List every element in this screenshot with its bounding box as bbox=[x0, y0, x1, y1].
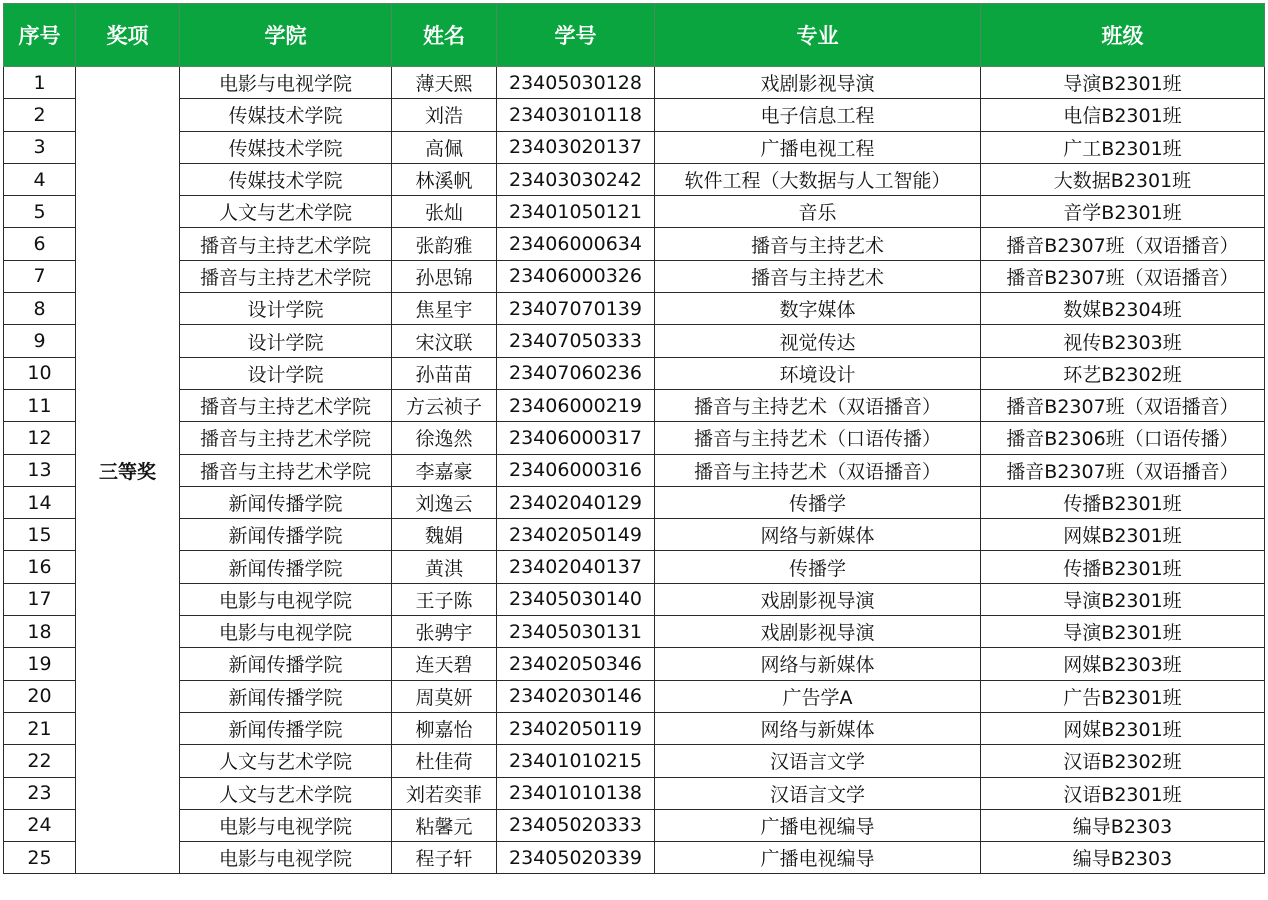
cell-name: 张灿 bbox=[392, 196, 497, 228]
table-row bbox=[4, 99, 1265, 131]
cell-name: 连天碧 bbox=[392, 648, 497, 680]
cell-class: 电信B2301班 bbox=[981, 99, 1265, 131]
cell-major: 传播学 bbox=[655, 486, 981, 518]
cell-name: 焦星宇 bbox=[392, 293, 497, 325]
cell-major: 汉语言文学 bbox=[655, 777, 981, 809]
cell-index: 25 bbox=[4, 842, 76, 874]
table-row bbox=[4, 357, 1265, 389]
cell-class: 网媒B2301班 bbox=[981, 712, 1265, 744]
cell-major: 网络与新媒体 bbox=[655, 648, 981, 680]
cell-name: 周莫妍 bbox=[392, 680, 497, 712]
cell-class: 广告B2301班 bbox=[981, 680, 1265, 712]
cell-college: 传媒技术学院 bbox=[180, 163, 392, 195]
cell-index: 6 bbox=[4, 228, 76, 260]
cell-student-id: 23402030146 bbox=[497, 680, 655, 712]
table-row bbox=[4, 67, 1265, 99]
cell-class: 网媒B2301班 bbox=[981, 519, 1265, 551]
cell-student-id: 23402050346 bbox=[497, 648, 655, 680]
cell-class: 网媒B2303班 bbox=[981, 648, 1265, 680]
table-row bbox=[4, 131, 1265, 163]
header-row bbox=[4, 4, 1265, 67]
cell-name: 高佩 bbox=[392, 131, 497, 163]
table-row bbox=[4, 648, 1265, 680]
cell-college: 设计学院 bbox=[180, 325, 392, 357]
cell-name: 方云祯子 bbox=[392, 389, 497, 421]
cell-college: 设计学院 bbox=[180, 293, 392, 325]
cell-student-id: 23406000316 bbox=[497, 454, 655, 486]
cell-major: 网络与新媒体 bbox=[655, 519, 981, 551]
cell-name: 王子陈 bbox=[392, 583, 497, 615]
cell-student-id: 23406000634 bbox=[497, 228, 655, 260]
table-body bbox=[4, 67, 1265, 874]
cell-student-id: 23402050119 bbox=[497, 712, 655, 744]
cell-college: 播音与主持艺术学院 bbox=[180, 422, 392, 454]
cell-major: 播音与主持艺术（口语传播） bbox=[655, 422, 981, 454]
cell-college: 新闻传播学院 bbox=[180, 680, 392, 712]
cell-class: 编导B2303 bbox=[981, 809, 1265, 841]
cell-index: 11 bbox=[4, 389, 76, 421]
cell-major: 播音与主持艺术 bbox=[655, 260, 981, 292]
cell-name: 柳嘉怡 bbox=[392, 712, 497, 744]
cell-student-id: 23403020137 bbox=[497, 131, 655, 163]
cell-name: 粘馨元 bbox=[392, 809, 497, 841]
table-row bbox=[4, 583, 1265, 615]
cell-name: 李嘉豪 bbox=[392, 454, 497, 486]
cell-major: 音乐 bbox=[655, 196, 981, 228]
cell-name: 张骋宇 bbox=[392, 616, 497, 648]
cell-student-id: 23401010138 bbox=[497, 777, 655, 809]
cell-index: 4 bbox=[4, 163, 76, 195]
cell-name: 刘浩 bbox=[392, 99, 497, 131]
cell-college: 新闻传播学院 bbox=[180, 712, 392, 744]
cell-class: 播音B2306班（口语传播） bbox=[981, 422, 1265, 454]
cell-college: 电影与电视学院 bbox=[180, 842, 392, 874]
cell-name: 程子轩 bbox=[392, 842, 497, 874]
cell-class: 播音B2307班（双语播音） bbox=[981, 454, 1265, 486]
cell-college: 设计学院 bbox=[180, 357, 392, 389]
table-row bbox=[4, 809, 1265, 841]
cell-student-id: 23405020339 bbox=[497, 842, 655, 874]
cell-college: 人文与艺术学院 bbox=[180, 745, 392, 777]
cell-college: 新闻传播学院 bbox=[180, 551, 392, 583]
cell-major: 数字媒体 bbox=[655, 293, 981, 325]
cell-college: 电影与电视学院 bbox=[180, 616, 392, 648]
cell-name: 张韵雅 bbox=[392, 228, 497, 260]
cell-index: 2 bbox=[4, 99, 76, 131]
cell-college: 播音与主持艺术学院 bbox=[180, 228, 392, 260]
cell-index: 17 bbox=[4, 583, 76, 615]
table-row bbox=[4, 680, 1265, 712]
cell-class: 广工B2301班 bbox=[981, 131, 1265, 163]
cell-name: 林溪帆 bbox=[392, 163, 497, 195]
header-student-id: 学号 bbox=[497, 4, 655, 67]
cell-name: 孙思锦 bbox=[392, 260, 497, 292]
cell-major: 环境设计 bbox=[655, 357, 981, 389]
cell-major: 播音与主持艺术（双语播音） bbox=[655, 454, 981, 486]
cell-student-id: 23401010215 bbox=[497, 745, 655, 777]
cell-major: 网络与新媒体 bbox=[655, 712, 981, 744]
cell-class: 播音B2307班（双语播音） bbox=[981, 260, 1265, 292]
cell-student-id: 23402040137 bbox=[497, 551, 655, 583]
table-row bbox=[4, 422, 1265, 454]
header-name: 姓名 bbox=[392, 4, 497, 67]
table-row bbox=[4, 551, 1265, 583]
table-row bbox=[4, 486, 1265, 518]
cell-index: 22 bbox=[4, 745, 76, 777]
cell-name: 刘若奕菲 bbox=[392, 777, 497, 809]
cell-index: 19 bbox=[4, 648, 76, 680]
cell-student-id: 23407060236 bbox=[497, 357, 655, 389]
cell-name: 宋汶联 bbox=[392, 325, 497, 357]
cell-college: 电影与电视学院 bbox=[180, 809, 392, 841]
cell-name: 杜佳荷 bbox=[392, 745, 497, 777]
header-major: 专业 bbox=[655, 4, 981, 67]
cell-index: 7 bbox=[4, 260, 76, 292]
cell-class: 汉语B2301班 bbox=[981, 777, 1265, 809]
table-row bbox=[4, 293, 1265, 325]
table-row bbox=[4, 616, 1265, 648]
award-table bbox=[3, 3, 1265, 874]
cell-class: 导演B2301班 bbox=[981, 67, 1265, 99]
cell-student-id: 23403030242 bbox=[497, 163, 655, 195]
cell-college: 播音与主持艺术学院 bbox=[180, 260, 392, 292]
cell-major: 视觉传达 bbox=[655, 325, 981, 357]
cell-college: 新闻传播学院 bbox=[180, 648, 392, 680]
cell-class: 传播B2301班 bbox=[981, 551, 1265, 583]
cell-student-id: 23401050121 bbox=[497, 196, 655, 228]
table-row bbox=[4, 745, 1265, 777]
cell-index: 12 bbox=[4, 422, 76, 454]
cell-college: 电影与电视学院 bbox=[180, 67, 392, 99]
cell-college: 新闻传播学院 bbox=[180, 486, 392, 518]
cell-student-id: 23407050333 bbox=[497, 325, 655, 357]
cell-index: 23 bbox=[4, 777, 76, 809]
cell-award: 三等奖 bbox=[76, 67, 180, 874]
cell-major: 广播电视工程 bbox=[655, 131, 981, 163]
cell-index: 14 bbox=[4, 486, 76, 518]
cell-index: 21 bbox=[4, 712, 76, 744]
cell-name: 孙苗苗 bbox=[392, 357, 497, 389]
cell-student-id: 23407070139 bbox=[497, 293, 655, 325]
table-row bbox=[4, 389, 1265, 421]
cell-class: 导演B2301班 bbox=[981, 583, 1265, 615]
cell-class: 播音B2307班（双语播音） bbox=[981, 228, 1265, 260]
cell-class: 汉语B2302班 bbox=[981, 745, 1265, 777]
table-row bbox=[4, 228, 1265, 260]
cell-index: 18 bbox=[4, 616, 76, 648]
cell-name: 薄天熙 bbox=[392, 67, 497, 99]
cell-class: 音学B2301班 bbox=[981, 196, 1265, 228]
cell-name: 黄淇 bbox=[392, 551, 497, 583]
header-award: 奖项 bbox=[76, 4, 180, 67]
cell-index: 5 bbox=[4, 196, 76, 228]
cell-major: 播音与主持艺术（双语播音） bbox=[655, 389, 981, 421]
cell-college: 新闻传播学院 bbox=[180, 519, 392, 551]
cell-student-id: 23406000219 bbox=[497, 389, 655, 421]
cell-college: 播音与主持艺术学院 bbox=[180, 454, 392, 486]
cell-index: 13 bbox=[4, 454, 76, 486]
cell-college: 电影与电视学院 bbox=[180, 583, 392, 615]
table-row bbox=[4, 163, 1265, 195]
cell-student-id: 23405030128 bbox=[497, 67, 655, 99]
table-row bbox=[4, 260, 1265, 292]
cell-student-id: 23405020333 bbox=[497, 809, 655, 841]
cell-student-id: 23403010118 bbox=[497, 99, 655, 131]
cell-index: 9 bbox=[4, 325, 76, 357]
cell-student-id: 23402050149 bbox=[497, 519, 655, 551]
cell-index: 16 bbox=[4, 551, 76, 583]
cell-class: 数媒B2304班 bbox=[981, 293, 1265, 325]
cell-major: 戏剧影视导演 bbox=[655, 616, 981, 648]
cell-major: 戏剧影视导演 bbox=[655, 583, 981, 615]
cell-class: 大数据B2301班 bbox=[981, 163, 1265, 195]
cell-index: 15 bbox=[4, 519, 76, 551]
cell-college: 人文与艺术学院 bbox=[180, 196, 392, 228]
cell-index: 3 bbox=[4, 131, 76, 163]
table-row bbox=[4, 196, 1265, 228]
cell-index: 20 bbox=[4, 680, 76, 712]
cell-student-id: 23405030140 bbox=[497, 583, 655, 615]
cell-major: 传播学 bbox=[655, 551, 981, 583]
cell-index: 10 bbox=[4, 357, 76, 389]
cell-student-id: 23402040129 bbox=[497, 486, 655, 518]
cell-student-id: 23406000317 bbox=[497, 422, 655, 454]
cell-student-id: 23405030131 bbox=[497, 616, 655, 648]
cell-major: 戏剧影视导演 bbox=[655, 67, 981, 99]
cell-major: 广告学A bbox=[655, 680, 981, 712]
table-row bbox=[4, 712, 1265, 744]
table-row bbox=[4, 777, 1265, 809]
cell-class: 导演B2301班 bbox=[981, 616, 1265, 648]
cell-index: 8 bbox=[4, 293, 76, 325]
cell-class: 编导B2303 bbox=[981, 842, 1265, 874]
cell-index: 1 bbox=[4, 67, 76, 99]
table-row bbox=[4, 842, 1265, 874]
table-row bbox=[4, 519, 1265, 551]
cell-student-id: 23406000326 bbox=[497, 260, 655, 292]
cell-college: 传媒技术学院 bbox=[180, 99, 392, 131]
cell-class: 环艺B2302班 bbox=[981, 357, 1265, 389]
cell-major: 软件工程（大数据与人工智能） bbox=[655, 163, 981, 195]
cell-name: 徐逸然 bbox=[392, 422, 497, 454]
cell-class: 播音B2307班（双语播音） bbox=[981, 389, 1265, 421]
table-row bbox=[4, 454, 1265, 486]
cell-major: 广播电视编导 bbox=[655, 809, 981, 841]
cell-name: 魏娟 bbox=[392, 519, 497, 551]
table-row bbox=[4, 325, 1265, 357]
cell-college: 人文与艺术学院 bbox=[180, 777, 392, 809]
cell-class: 传播B2301班 bbox=[981, 486, 1265, 518]
header-college: 学院 bbox=[180, 4, 392, 67]
cell-class: 视传B2303班 bbox=[981, 325, 1265, 357]
cell-major: 汉语言文学 bbox=[655, 745, 981, 777]
cell-major: 播音与主持艺术 bbox=[655, 228, 981, 260]
cell-college: 播音与主持艺术学院 bbox=[180, 389, 392, 421]
cell-name: 刘逸云 bbox=[392, 486, 497, 518]
header-class: 班级 bbox=[981, 4, 1265, 67]
header-index: 序号 bbox=[4, 4, 76, 67]
cell-college: 传媒技术学院 bbox=[180, 131, 392, 163]
cell-major: 广播电视编导 bbox=[655, 842, 981, 874]
cell-major: 电子信息工程 bbox=[655, 99, 981, 131]
cell-index: 24 bbox=[4, 809, 76, 841]
